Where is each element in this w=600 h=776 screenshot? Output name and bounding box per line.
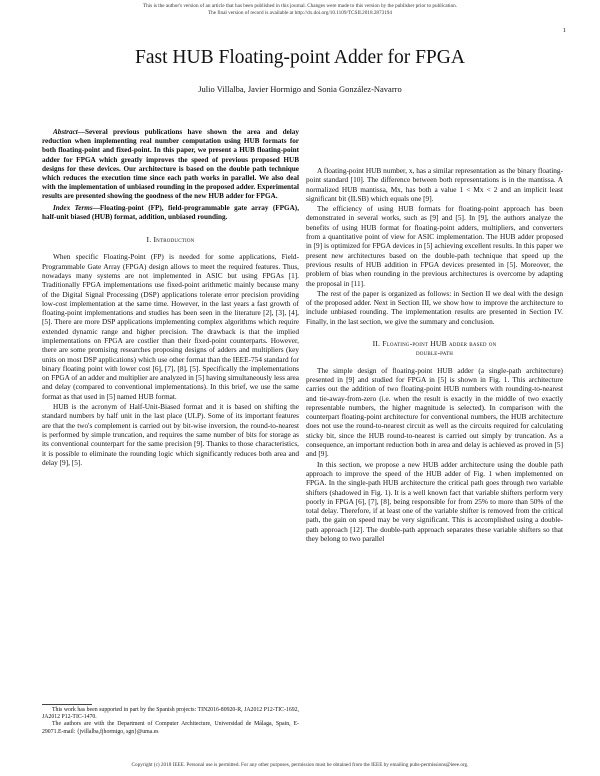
doi-notice [0,10,600,17]
left-column [42,128,299,468]
paragraph: In this section, we propose a new HUB adder architecture using the double path approach to improve the speed of the HUB adder of Fig. 1 when implemented on FPGA. In the single-path HUB architecture the critical path goes through two variable shifters (shadowed in Fig. 1). It is a well known fact that variable shifters perform very poorly in FPGA [6], [7], [8], being responsible for from 25% to more than 50% of the total delay. Therefore, if at least one of the variable shifter is removed from the critical path, the gain on speed may be very significant. This is accomplished using a double-path approach [12]. The double-path approach separates these variable shifters so that they belong to two parallel [306,459,563,543]
right-column [306,166,563,544]
index-terms-text: —Floating-point (FP), field-programmable gate array (FPGA), half-unit biased (HUB) format, addition, unbiased rounding. [42,203,300,221]
abstract [42,128,299,202]
paragraph: When specific Floating-Point (FP) is needed for some applications, Field-Programmable Gate Array (FPGA) design allows to meet the required features. Thus, nowadays many systems are not implemented in ASIC but using FPGAs [1]. Traditionally FPGA implementations use fixed-point arithmetic mainly because many of the Digital Signal Processing (DSP) applications tolerate error precision providing low-cost implementation at the same time. However, in the last years a fast growth of floating-point implementations and studies has been seen in the literature [2], [3], [4], [5]. There are more DSP applications implementing complex algorithms which require extended dynamic range and higher precision. The drawback is that the implied implementations on FPGA are costlier than their fixed-point counterparts. However, there are some promising researches proposing designs of adders and multipliers (key units on most DSP applications) which use other format than the IEEE-754 standard for binary floating point with lower cost [6], [7], [8], [5]. Specifically the implementations on FPGA of an adder and multiplier are analyzed in [5] having simultaneously less area and delay (compared to conventional implementations). In this brief, we use the same format as that used in [5] named HUB format. [42,252,299,401]
footnote-support: This work has been supported in part by the Spanish projects: TIN2016-80920-R, JA2012 P12-TIC-1692, JA2012 P12-TIC-1470. [42,707,299,721]
section-heading-line2: double-path [415,348,454,358]
paragraph: A floating-point HUB number, x, has a similar representation as the binary floating-point standard [10]. The difference between both representations is in the mantissa. A normalized HUB mantissa, Mx, has both a value 1 < Mx < 2 and an implicit least significant bit (ILSB) which equals one [9]. [306,166,563,203]
paragraph: HUB is the acronym of Half-Unit-Biased format and it is based on shifting the standard numbers by half unit in the last place (ULP). Some of its important features are that the two's complement is carried out by bit-wise inversion, the round-to-nearest is performed by simple truncation, and requires the same number of bits for storage as its conventional counterpart for the same precision [9]. Thanks to those characteristics, it is possible to eliminate the rounding logic which significantly reduces both area and delay [9], [5]. [42,402,299,467]
index-terms-label: Index Terms [53,203,93,212]
paragraph: The rest of the paper is organized as follows: in Section II we deal with the design of the proposed adder. Next in Section III, we show how to improve the architecture to include unbiased rounding. The implementation results are presented in Section IV. Finally, in the last section, we give the summary and conclusion. [306,288,563,326]
paper-title: Fast HUB Floating-point Adder for FPGA [135,47,465,68]
footnote-rule [42,704,92,705]
publisher-notice: This is the author's version of an article that has been published in this journal. Changes were made to this version by the publisher prior to publication. [142,3,458,9]
abstract-text: —Several previous publications have shown the area and delay reduction when implementing real number computation using HUB formats for both floating-point and fixed-point. In this paper, we present a HUB floating-point adder for FPGA which greatly improves the speed of previous proposed HUB designs for these devices. Our architecture is based on the double path technique which reduces the execution time since each path works in parallel. We also deal with the implementation of unbiased rounding in the proposed adder. Experimental results are presented showing the goodness of the new HUB adder for FPGA. [42,128,299,201]
section-heading-line1: II. Floating-point HUB adder based on [372,339,497,349]
paragraph: The efficiency of using HUB formats for floating-point approach has been demonstrated in several works, such as [9] and [5]. In [9], the authors analyze the benefits of using HUB format for floating-point adders, multipliers, and converters from a quantitative point of view for ASIC implementation. The HUB adder proposed in [9] is optimized for FPGA devices in [5] achieving excellent results. In this paper we present new architectures based on the double-path technique that speed up the previous results of HUB addition in FPGA devices presented in [5]. Moreover, the problem of bias when rounding in the previous architectures is overcome by adapting the proposal in [11]. [306,204,563,288]
copyright-footer: Copyright (c) 2018 IEEE. Personal use is permitted. For any other purposes, permission must be obtained from the IEEE by emailing pubs-permissions@ieee.org. [131,762,469,768]
paper-authors: Julio Villalba, Javier Hormigo and Sonia González-Navarro [198,84,402,94]
final-version-text: The final version of record is available at [208,10,294,16]
paragraph: The simple design of floating-point HUB adder (a single-path architecture) presented in [9] and studied for FPGA in [5] is shown in Fig. 1. This architecture carries out the addition of two floating-point HUB numbers with rounding-to-nearest and tie-away-from-zero (i.e. when the result is exactly in the middle of two exactly representable numbers, the higher magnitude is selected). In comparison with the counterpart floating-point architecture for conventional numbers, the HUB architecture does not use the round-to-nearest circuit as well as the circuits required for calculating sticky bit, since the HUB round-to-nearest is carried out simply by truncation. As a consequence, an important reduction both in area and delay is achieved as proved in [5] and [9]. [306,365,563,459]
index-terms [42,204,299,222]
page-number: 1 [562,27,566,34]
section-heading-hub-adder [306,339,563,358]
section-heading-introduction: I. Introduction [146,235,195,245]
abstract-label: Abstract [53,128,78,136]
footnote [42,707,299,736]
footnote-affiliation: The authors are with the Department of Computer Architecture, Universidad de Málaga, Spain, E-29071.E-mail: {jvillalba,fjhormigo, sgn}@uma.es [42,721,299,735]
doi-link[interactable]: http://dx.doi.org/10.1109/TCSII.2018.2873194 [294,10,392,16]
